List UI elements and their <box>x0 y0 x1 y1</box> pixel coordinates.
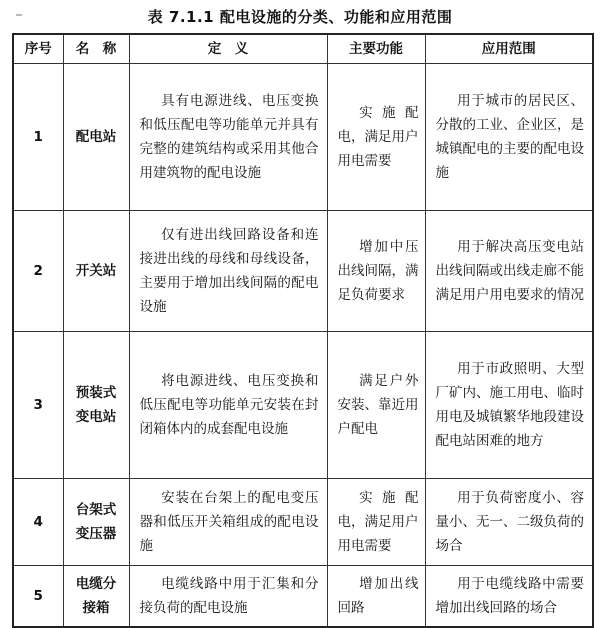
row-definition: 具有电源进线、电压变换和低压配电等功能单元并具有完整的建筑结构或采用其他合用建筑物的配电设施 <box>129 64 327 211</box>
row-application-scope: 用于电缆线路中需要增加出线回路的场合 <box>425 566 593 628</box>
row-definition: 电缆线路中用于汇集和分接负荷的配电设施 <box>129 566 327 628</box>
row-name <box>63 479 129 566</box>
table-row <box>13 211 593 332</box>
row-definition: 安装在台架上的配电变压器和低压开关箱组成的配电设施 <box>129 479 327 566</box>
row-serial-number: 4 <box>13 479 63 566</box>
row-main-function: 满足户外安装、靠近用户配电 <box>327 332 425 479</box>
header-main-function: 主要功能 <box>327 34 425 64</box>
row-name-text: 电缆分接箱 <box>75 576 117 616</box>
header-serial-number: 序号 <box>13 34 63 64</box>
table-title: 表 7.1.1 配电设施的分类、功能和应用范围 <box>147 8 453 26</box>
row-main-function: 增加出线回路 <box>327 566 425 628</box>
table-row <box>13 566 593 628</box>
row-serial-number: 5 <box>13 566 63 628</box>
row-main-function: 实施配电，满足用户用电需要 <box>327 479 425 566</box>
row-serial-number: 3 <box>13 332 63 479</box>
header-name: 名 称 <box>63 34 129 64</box>
table-row <box>13 332 593 479</box>
header-application-scope: 应用范围 <box>425 34 593 64</box>
row-name: 配电站 <box>63 64 129 211</box>
row-application-scope: 用于市政照明、大型厂矿内、施工用电、临时用电及城镇繁华地段建设配电站困难的地方 <box>425 332 593 479</box>
row-definition: 仅有进出线回路设备和连接进出线的母线和母线设备，主要用于增加出线间隔的配电设施 <box>129 211 327 332</box>
row-name-text: 预装式变电站 <box>75 385 117 425</box>
row-application-scope: 用于负荷密度小、容量小、无一、二级负荷的场合 <box>425 479 593 566</box>
row-application-scope: 用于解决高压变电站出线间隔或出线走廊不能满足用户用电要求的情况 <box>425 211 593 332</box>
row-definition: 将电源进线、电压变换和低压配电等功能单元安装在封闭箱体内的成套配电设施 <box>129 332 327 479</box>
row-serial-number: 1 <box>13 64 63 211</box>
row-name <box>63 566 129 628</box>
header-definition: 定 义 <box>129 34 327 64</box>
row-name <box>63 332 129 479</box>
table-row <box>13 479 593 566</box>
row-main-function: 实施配电，满足用户用电需要 <box>327 64 425 211</box>
table-row <box>13 64 593 211</box>
header-row <box>13 34 593 64</box>
row-application-scope: 用于城市的居民区、分散的工业、企业区，是城镇配电的主要的配电设施 <box>425 64 593 211</box>
row-serial-number: 2 <box>13 211 63 332</box>
row-name-text: 台架式变压器 <box>75 502 117 542</box>
distribution-facilities-table <box>12 33 594 628</box>
row-name: 开关站 <box>63 211 129 332</box>
row-main-function: 增加中压出线间隔，满足负荷要求 <box>327 211 425 332</box>
